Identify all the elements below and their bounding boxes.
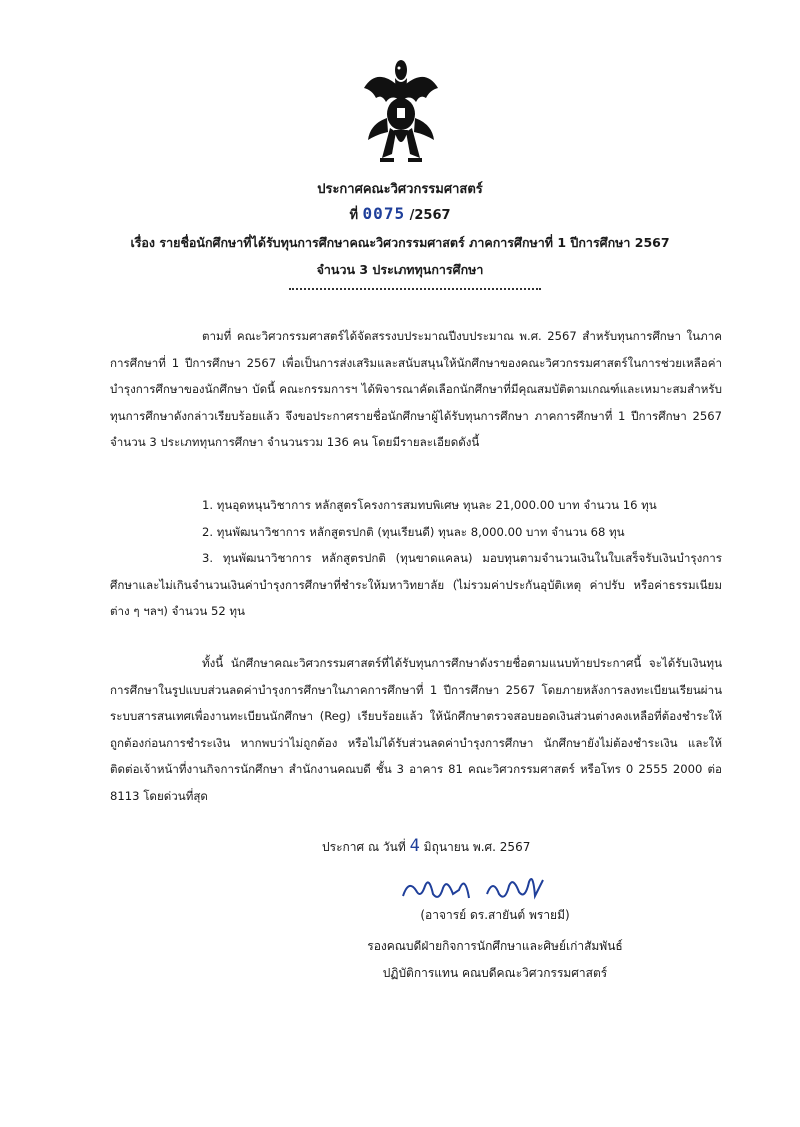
body-paragraph-1: ตามที่ คณะวิศวกรรมศาสตร์ได้จัดสรรงบประมาณปีงบประมาณ พ.ศ. 2567 สำหรับทุนการศึกษา ในภาคการศึกษาที่ 1 ปีการศึกษา 2567 เพื่อเป็นการส่งเสริมและสนับสนุนให้นักศึกษาของคณะวิศวกรรมศาสตร์ในการช่วยเหลือค่าบำรุงการศึกษาของนักศึกษา บัดนี้ คณะกรรมการฯ ได้พิจารณาคัดเลือกนักศึกษาที่มีคุณสมบัติตามเกณฑ์และเหมาะสมสำหรับทุนการศึกษาดังกล่าวเรียบร้อยแล้ว จึงขอประกาศรายชื่อนักศึกษาผู้ได้รับทุนการศึกษา ภาคการศึกษาที่ 1 ปีการศึกษา 2567 จำนวน 3 ประเภททุนการศึกษา จำนวนรวม 136 คน โดยมีรายละเอียดดังนี้ bbox=[110, 329, 722, 449]
subject-line-2: จำนวน 3 ประเภททุนการศึกษา bbox=[316, 262, 484, 277]
announcement-title: ประกาศคณะวิศวกรรมศาสตร์ bbox=[317, 182, 483, 197]
scholarship-item-3: 3. ทุนพัฒนาวิชาการ หลักสูตรปกติ (ทุนขาดแคลน) มอบทุนตามจำนวนเงินในใบเสร็จรับเงินบำรุงการศึกษาและไม่เกินจำนวนเงินค่าบำรุงการศึกษาที่ชำระให้มหาวิทยาลัย (ไม่รวมค่าประกันอุบัติเหตุ ค่าปรับ หรือค่าธรรมเนียมต่าง ๆ ฯลฯ) จำนวน 52 ทุน bbox=[110, 551, 722, 618]
dotted-divider bbox=[289, 288, 541, 290]
garuda-emblem-icon bbox=[362, 58, 440, 170]
number-prefix: ที่ bbox=[349, 208, 359, 223]
signatory-position-2: ปฏิบัติการแทน คณบดีคณะวิศวกรรมศาสตร์ bbox=[382, 966, 608, 980]
number-handwritten: 0075 bbox=[362, 204, 406, 223]
subject-line-1: เรื่อง รายชื่อนักศึกษาที่ได้รับทุนการศึกษาคณะวิศวกรรมศาสตร์ ภาคการศึกษาที่ 1 ปีการศึกษา 2567 bbox=[130, 235, 670, 250]
body-paragraph-4: ทั้งนี้ นักศึกษาคณะวิศวกรรมศาสตร์ที่ได้รับทุนการศึกษาดังรายชื่อตามแนบท้ายประกาศนี้ จะได้รับเงินทุนการศึกษาในรูปแบบส่วนลดค่าบำรุงการศึกษาในภาคการศึกษาที่ 1 ปีการศึกษา 2567 โดยภายหลังการลงทะเบียนเรียนผ่านระบบสารสนเทศเพื่องานทะเบียนนักศึกษา (Reg) เรียบร้อยแล้ว ให้นักศึกษาตรวจสอบยอดเงินส่วนต่างคงเหลือที่ต้องชำระให้ถูกต้องก่อนการชำระเงิน หากพบว่าไม่ถูกต้อง หรือไม่ได้รับส่วนลดค่าบำรุงการศึกษา นักศึกษายังไม่ต้องชำระเงิน และให้ติดต่อเจ้าหน้าที่งานกิจการนักศึกษา สำนักงานคณบดี ชั้น 3 อาคาร 81 คณะวิศวกรรมศาสตร์ หรือโทร 0 2555 2000 ต่อ 8113 โดยด่วนที่สุด bbox=[110, 656, 722, 803]
announcement-date bbox=[322, 836, 530, 857]
number-suffix: /2567 bbox=[409, 208, 451, 223]
handwritten-signature bbox=[395, 868, 575, 908]
date-prefix: ประกาศ ณ วันที่ bbox=[322, 840, 406, 854]
announcement-number bbox=[0, 204, 800, 225]
date-day-handwritten: 4 bbox=[409, 836, 420, 856]
scholarship-item-1: 1. ทุนอุดหนุนวิชาการ หลักสูตรโครงการสมทบพิเศษ ทุนละ 21,000.00 บาท จำนวน 16 ทุน bbox=[202, 498, 657, 512]
date-suffix: มิถุนายน พ.ศ. 2567 bbox=[423, 840, 531, 854]
signatory-position-1: รองคณบดีฝ่ายกิจการนักศึกษาและศิษย์เก่าสัมพันธ์ bbox=[367, 939, 623, 953]
signatory-name: (อาจารย์ ดร.สายันต์ พรายมี) bbox=[420, 908, 570, 922]
scholarship-item-2: 2. ทุนพัฒนาวิชาการ หลักสูตรปกติ (ทุนเรียนดี) ทุนละ 8,000.00 บาท จำนวน 68 ทุน bbox=[202, 525, 625, 539]
